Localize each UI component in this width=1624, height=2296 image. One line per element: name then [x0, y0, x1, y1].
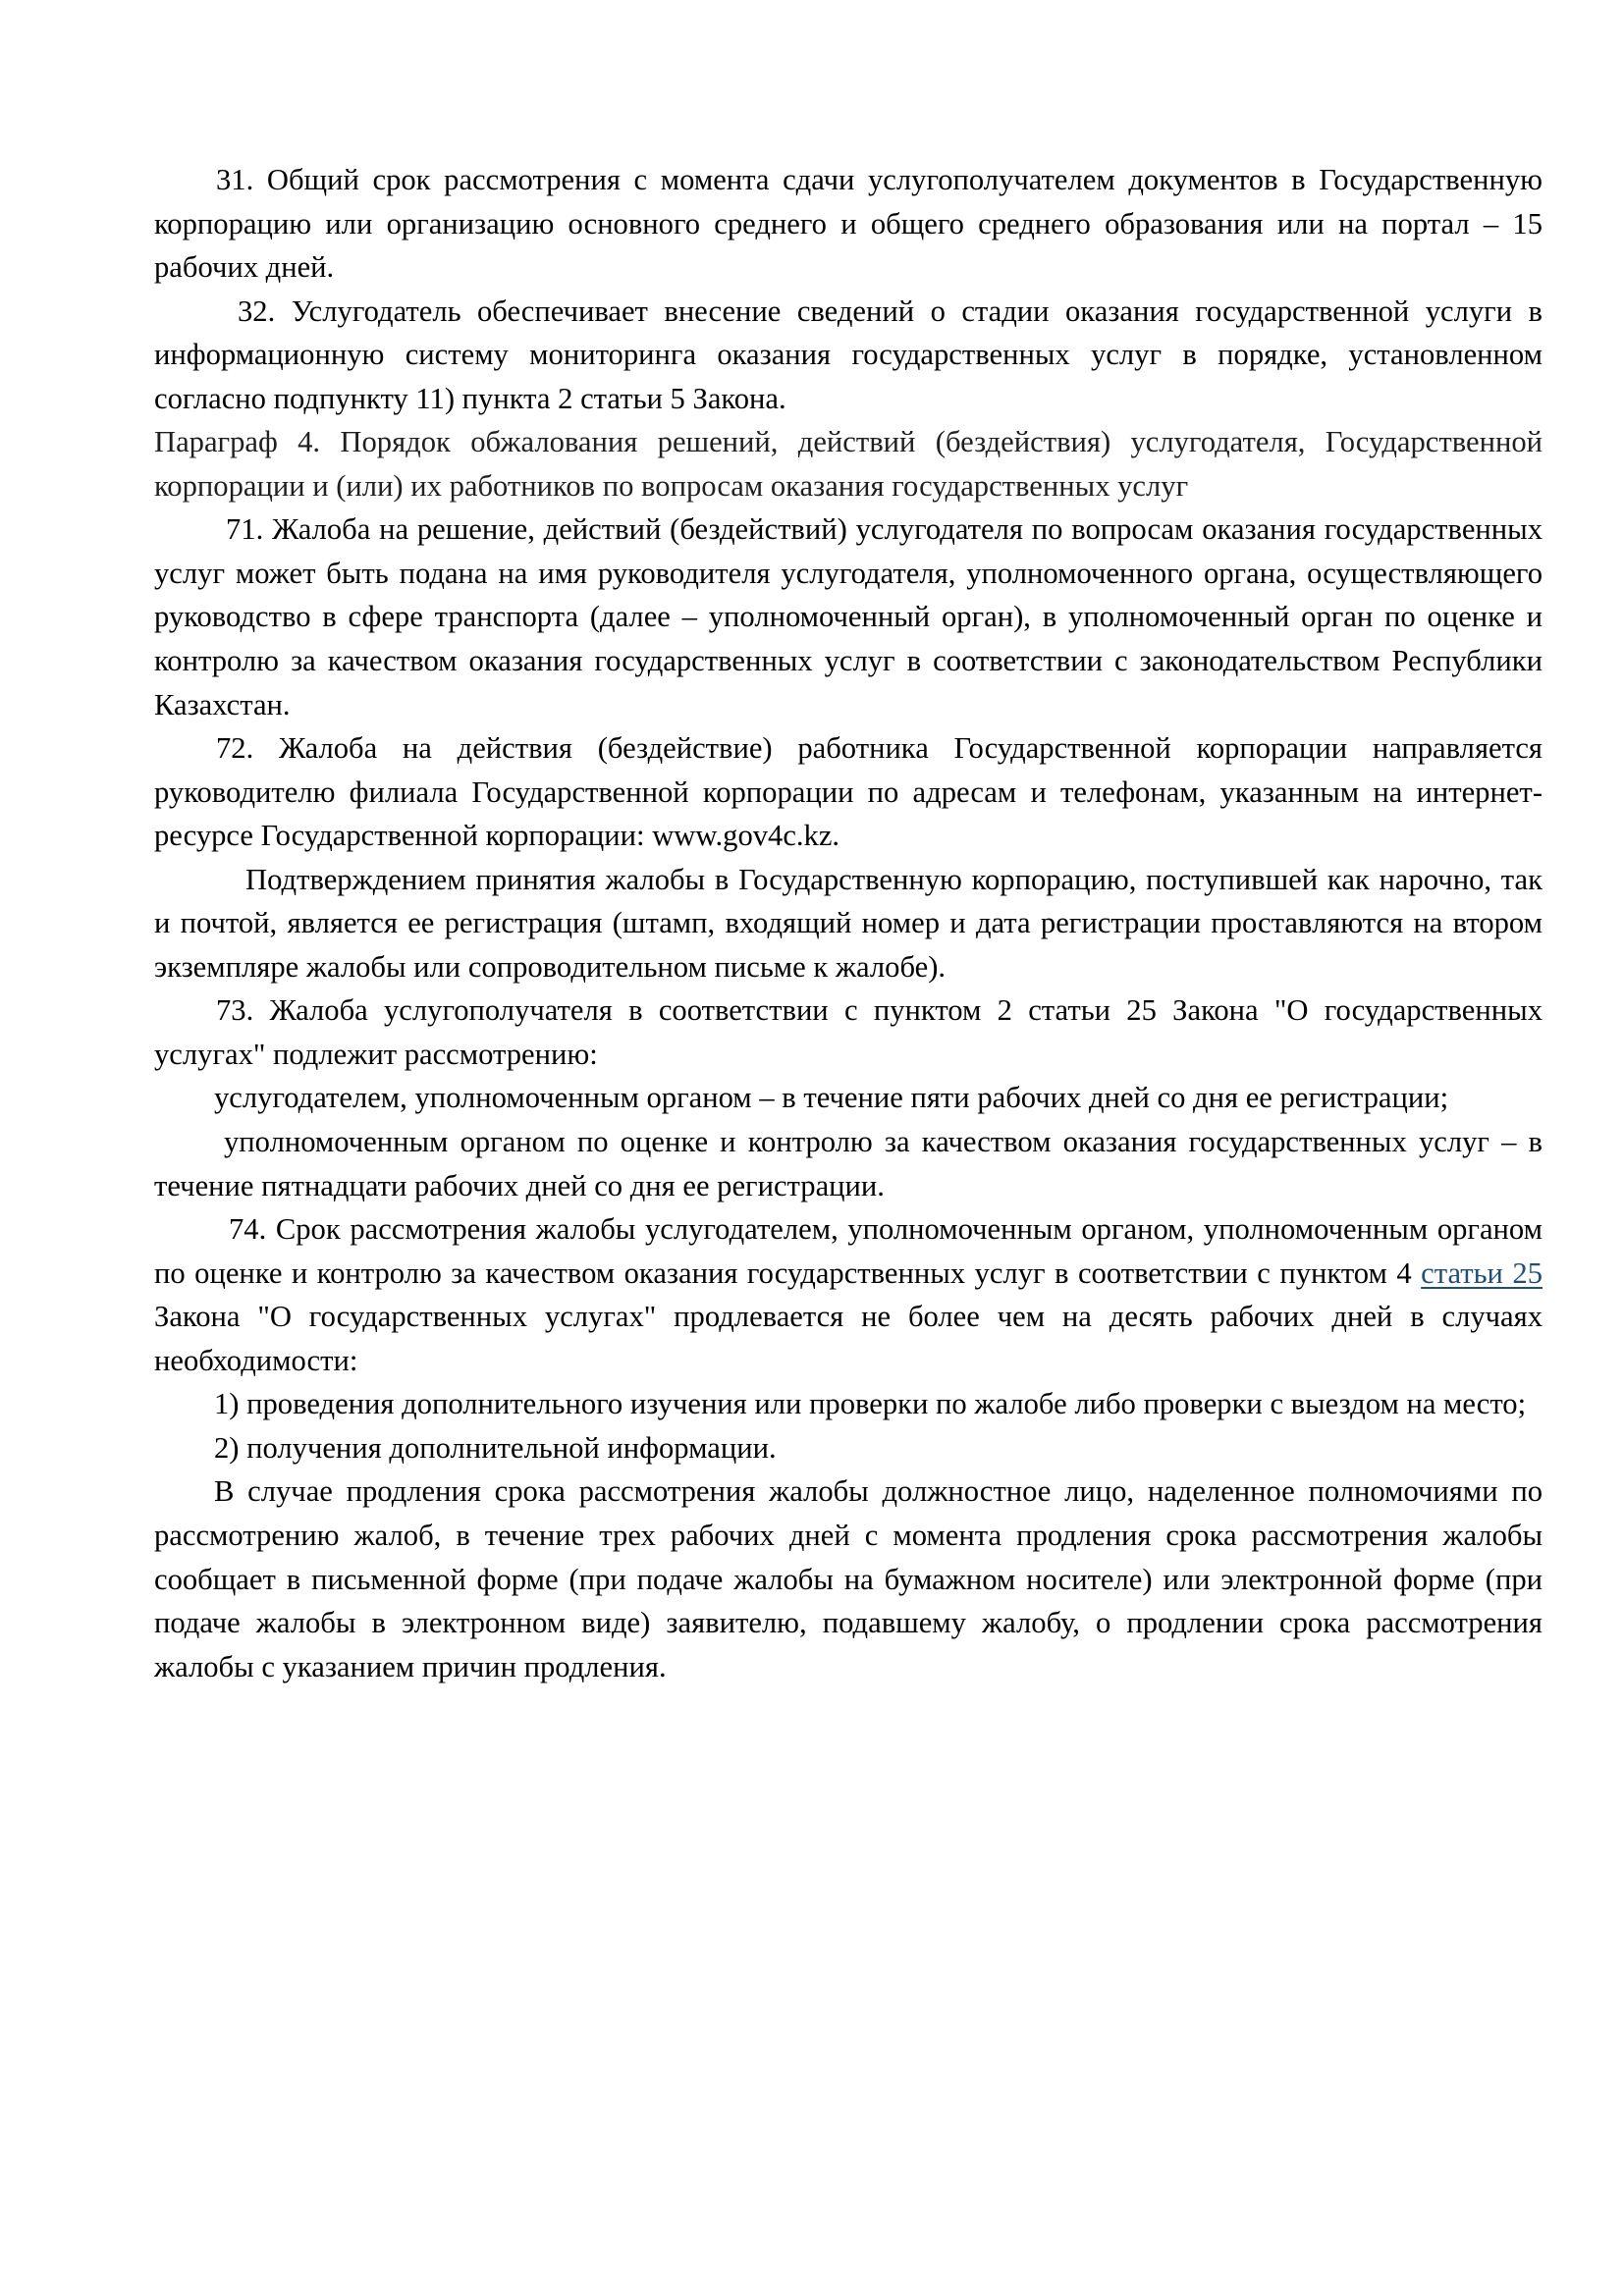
article-25-link[interactable]: статьи 25 — [1421, 1255, 1543, 1290]
paragraph-74 — [154, 1207, 1543, 1382]
paragraph-32: 32. Услугодатель обеспечивает внесение сведений о стадии оказания государственной услуги в информационную систему мониторинга оказания государственных услуг в порядке, установленном согласно подпункту 11) пункта 2 статьи 5 Закона. — [154, 294, 1543, 415]
paragraph-74-text-after: Закона "О государственных услугах" продлевается не более чем на десять рабочих дней в случаях необходимости: — [154, 1300, 1543, 1377]
section-heading-paragraph-4: Параграф 4. Порядок обжалования решений, действий (бездействия) услугодателя, Государственной корпорации и (или) их работников по вопросам оказания государственных услуг — [154, 425, 1543, 503]
paragraph-74-text-before: 74. Срок рассмотрения жалобы услугодателем, уполномоченным органом, уполномоченным органом по оценке и контролю за качеством оказания государственных услуг в соответствии с пунктом 4 — [154, 1212, 1543, 1290]
paragraph-74-item-1: 1) проведения дополнительного изучения или проверки по жалобе либо проверки с выездом на место; — [214, 1387, 1527, 1421]
document-page — [154, 158, 1543, 1688]
paragraph-71: 71. Жалоба на решение, действий (бездействий) услугодателя по вопросам оказания государственных услуг может быть подана на имя руководителя услугодателя, уполномоченного органа, осуществляющего руководство в сфере транспорта (далее – уполномоченный орган), в уполномоченный орган по оценке и контролю за качеством оказания государственных услуг в соответствии с законодательством Республики Казахстан. — [154, 512, 1543, 721]
paragraph-72-confirmation: Подтверждением принятия жалобы в Государственную корпорацию, поступившей как нарочно, так и почтой, является ее регистрация (штамп, входящий номер и дата регистрации проставляются на втором экземпляре жалобы или сопроводительном письме к жалобе). — [154, 862, 1543, 984]
paragraph-31: 31. Общий срок рассмотрения с момента сдачи услугополучателем документов в Государственную корпорацию или организацию основного среднего и общего среднего образования или на портал – 15 рабочих дней. — [154, 163, 1543, 285]
paragraph-extension-notice: В случае продления срока рассмотрения жалобы должностное лицо, наделенное полномочиями по рассмотрению жалоб, в течение трех рабочих дней с момента продления срока рассмотрения жалобы сообщает в письменной форме (при подаче жалобы на бумажном носителе) или электронной форме (при подаче жалобы в электронном виде) заявителю, подавшему жалобу, о продлении срока рассмотрения жалобы с указанием причин продления. — [154, 1474, 1543, 1683]
paragraph-72: 72. Жалоба на действия (бездействие) работника Государственной корпорации направляется руководителю филиала Государственной корпорации по адресам и телефонам, указанным на интернет-ресурсе Государственной корпорации: www.gov4c.kz. — [154, 731, 1543, 853]
paragraph-74-item-2: 2) получения дополнительной информации. — [214, 1430, 777, 1465]
paragraph-73-item-authorized-body: уполномоченным органом по оценке и контролю за качеством оказания государственных услуг – в течение пятнадцати рабочих дней со дня ее регистрации. — [154, 1125, 1543, 1202]
paragraph-73-item-service-provider: услугодателем, уполномоченным органом – в течение пяти рабочих дней со дня ее регистрации; — [214, 1081, 1449, 1115]
paragraph-73: 73. Жалоба услугополучателя в соответствии с пунктом 2 статьи 25 Закона "О государственных услугах" подлежит рассмотрению: — [154, 993, 1543, 1071]
